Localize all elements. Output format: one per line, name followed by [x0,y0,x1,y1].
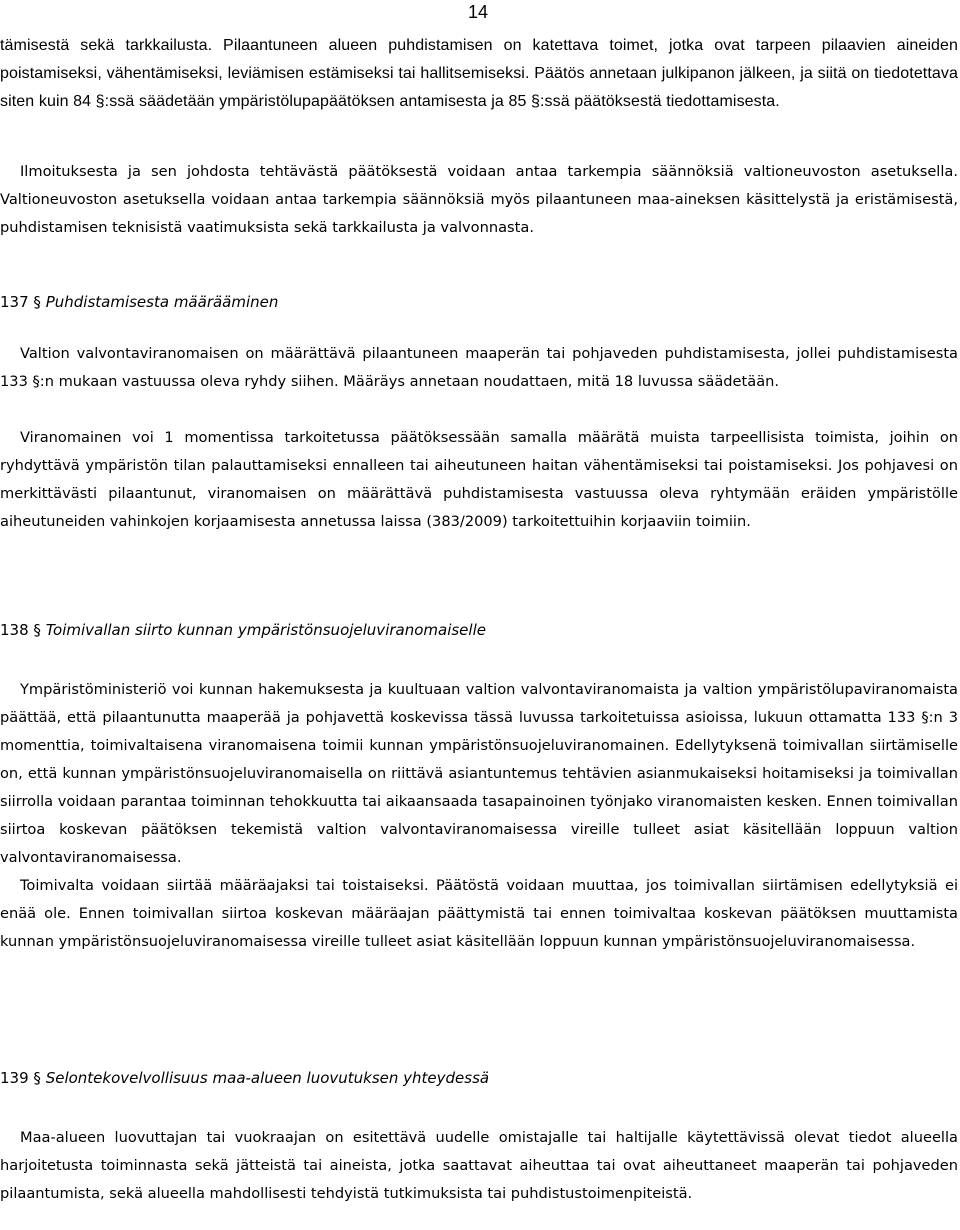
section-number: 138 [0,621,29,639]
section-paragraph: Viranomainen voi 1 momentissa tarkoitetussa päätöksessään samalla määrätä muista tarpeellisista toimista, joihin on ryhdyttävä ympäristön tilan palauttamiseksi ennalleen tai aiheutuneen haitan vähentämiseksi tai poistamiseksi. Jos pohjavesi on merkittävästi pilaantunut, viranomaisen on määrättävä puhdistamisesta vastuussa oleva ryhtymään eräiden ympäristölle aiheutuneiden vahinkojen korjaamisesta annetussa laissa (383/2009) tarkoitettuihin korjaaviin toimiin. [0,429,958,530]
section-paragraph: Valtion valvontaviranomaisen on määrättävä pilaantuneen maaperän tai pohjaveden puhdistamisesta, jollei puhdistamisesta 133 §:n mukaan vastuussa oleva ryhdy siihen. Määräys annetaan noudattaen, mitä 18 luvussa säädetään. [0,345,958,390]
section-paragraph: Ympäristöministeriö voi kunnan hakemuksesta ja kuultuaan valtion valvontaviranomaista ja valtion ympäristölupaviranomaista päättää, että pilaantunutta maaperää ja pohjavettä koskevissa tässä luvussa tarkoitetuissa asioissa, lukuun ottamatta 133 §:n 3 momenttia, toimivaltaisena viranomaisena toimii kunnan ympäristönsuojeluviranomainen. Edellytyksenä toimivallan siirtämiselle on, että kunnan ympäristönsuojeluviranomaisella on riittävä asiantuntemus tehtävien asianmukaiseksi hoitamiseksi ja toimivallan siirrolla voidaan parantaa toiminnan tehokkuutta tai aikaansaada tasapainoinen työnjako viranomaisten kesken. Ennen toimivallan siirtoa koskevan päätöksen tekemistä valtion valvontaviranomaisessa vireille tulleet asiat käsitellään loppuun valtion valvontaviranomaisessa. [0,681,958,866]
section-sign: § [33,1069,41,1087]
section-title: Selontekovelvollisuus maa-alueen luovutuksen yhteydessä [45,1069,490,1087]
section-heading [0,621,486,639]
section-number: 137 [0,293,29,311]
section-paragraph: Maa-alueen luovuttajan tai vuokraajan on esitettävä uudelle omistajalle tai haltijalle käytettävissä olevat tiedot alueella harjoitetusta toiminnasta sekä jätteistä tai aineista, jotka saattavat aiheuttaa tai ovat aiheuttaneet maaperän tai pohjaveden pilaantumista, sekä alueella mahdollisesti tehdyistä tutkimuksista tai puhdistustoimenpiteistä. [0,1129,958,1202]
intro-paragraph: tämisestä sekä tarkkailusta. Pilaantuneen alueen puhdistamisen on katettava toimet, jotka ovat tarpeen pilaavien aineiden poistamiseksi, vähentämiseksi, leviämisen estämiseksi tai hallitsemiseksi. Päätös annetaan julkipanon jälkeen, ja siitä on tiedotettava siten kuin 84 §:ssä säädetään ympäristölupapäätöksen antamisesta ja 85 §:ssä päätöksestä tiedottamisesta. [0,37,958,110]
section-sign: § [33,293,41,311]
section-title: Toimivallan siirto kunnan ympäristönsuojeluviranomaiselle [45,621,486,639]
section-sign: § [33,621,41,639]
page-number: 14 [468,2,489,22]
section-number: 139 [0,1069,29,1087]
section-heading [0,293,278,311]
intro-paragraph: Ilmoituksesta ja sen johdosta tehtävästä päätöksestä voidaan antaa tarkempia säännöksiä valtioneuvoston asetuksella. Valtioneuvoston asetuksella voidaan antaa tarkempia säännöksiä myös pilaantuneen maa-aineksen käsittelystä ja eristämisestä, puhdistamisen teknisistä vaatimuksista sekä tarkkailusta ja valvonnasta. [0,163,958,236]
section-paragraph: Toimivalta voidaan siirtää määräajaksi tai toistaiseksi. Päätöstä voidaan muuttaa, jos toimivallan siirtämisen edellytyksiä ei enää ole. Ennen toimivallan siirtoa koskevan määräajan päättymistä tai ennen toimivaltaa koskevan päätöksen muuttamista kunnan ympäristönsuojeluviranomaisessa vireille tulleet asiat käsitellään loppuun kunnan ympäristönsuojeluviranomaisessa. [0,877,958,950]
section-heading [0,1069,489,1087]
section-title: Puhdistamisesta määrääminen [45,293,279,311]
